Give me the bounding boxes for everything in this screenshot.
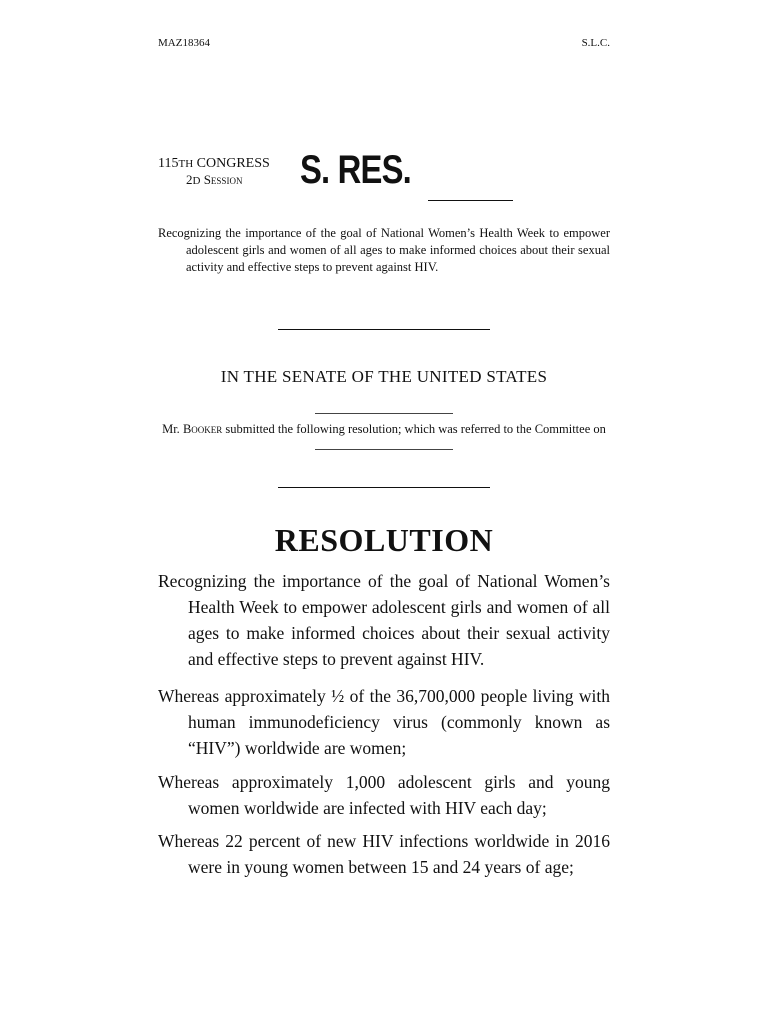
sponsor-name: Booker	[182, 422, 223, 436]
submitted-text: submitted the following resolution; which was referred to the Committee on	[225, 422, 606, 436]
committee-blank	[315, 439, 453, 450]
session-word: Session	[203, 172, 243, 187]
whereas-clause: Whereas 22 percent of new HIV infections worldwide in 2016 were in young women between 15 and 24 years of age;	[158, 831, 610, 877]
sponsor-title: Mr.	[162, 422, 180, 436]
title-paragraph: Recognizing the importance of the goal of National Women’s Health Week to empower adolescent girls and women of all ages to make informed choices about their sexual activity and effective steps to prevent against HIV.	[158, 571, 610, 669]
divider-rule	[278, 487, 490, 488]
submitted-statement	[158, 421, 610, 455]
whereas-clause: Whereas approximately ½ of the 36,700,000 people living with human immunodeficiency virus (commonly known as “HIV”) worldwide are women;	[158, 686, 610, 758]
slc-marker: S.L.C.	[581, 37, 610, 49]
document-id: MAZ18364	[158, 37, 210, 49]
chamber-heading: IN THE SENATE OF THE UNITED STATES	[220, 367, 548, 386]
congress-number: 115	[158, 156, 179, 171]
session-line	[186, 172, 242, 188]
session-number: 2	[186, 172, 193, 187]
session-suffix: D	[192, 175, 201, 187]
resolution-heading: RESOLUTION	[274, 522, 494, 558]
congress-number-suffix: TH	[178, 158, 194, 170]
divider-rule	[278, 329, 490, 330]
caption-text: Recognizing the importance of the goal of National Women’s Health Week to empower adolescent girls and women of all ages to make informed choices about their sexual activity and effective steps to prevent against HIV.	[158, 226, 610, 274]
bill-number-blank	[428, 200, 513, 201]
congress-line	[158, 155, 270, 173]
date-blank-rule	[315, 413, 453, 414]
bill-type: S. RES.	[300, 148, 411, 192]
congress-word: CONGRESS	[196, 156, 270, 171]
whereas-clause: Whereas approximately 1,000 adolescent girls and young women worldwide are infected with HIV each day;	[158, 772, 610, 818]
